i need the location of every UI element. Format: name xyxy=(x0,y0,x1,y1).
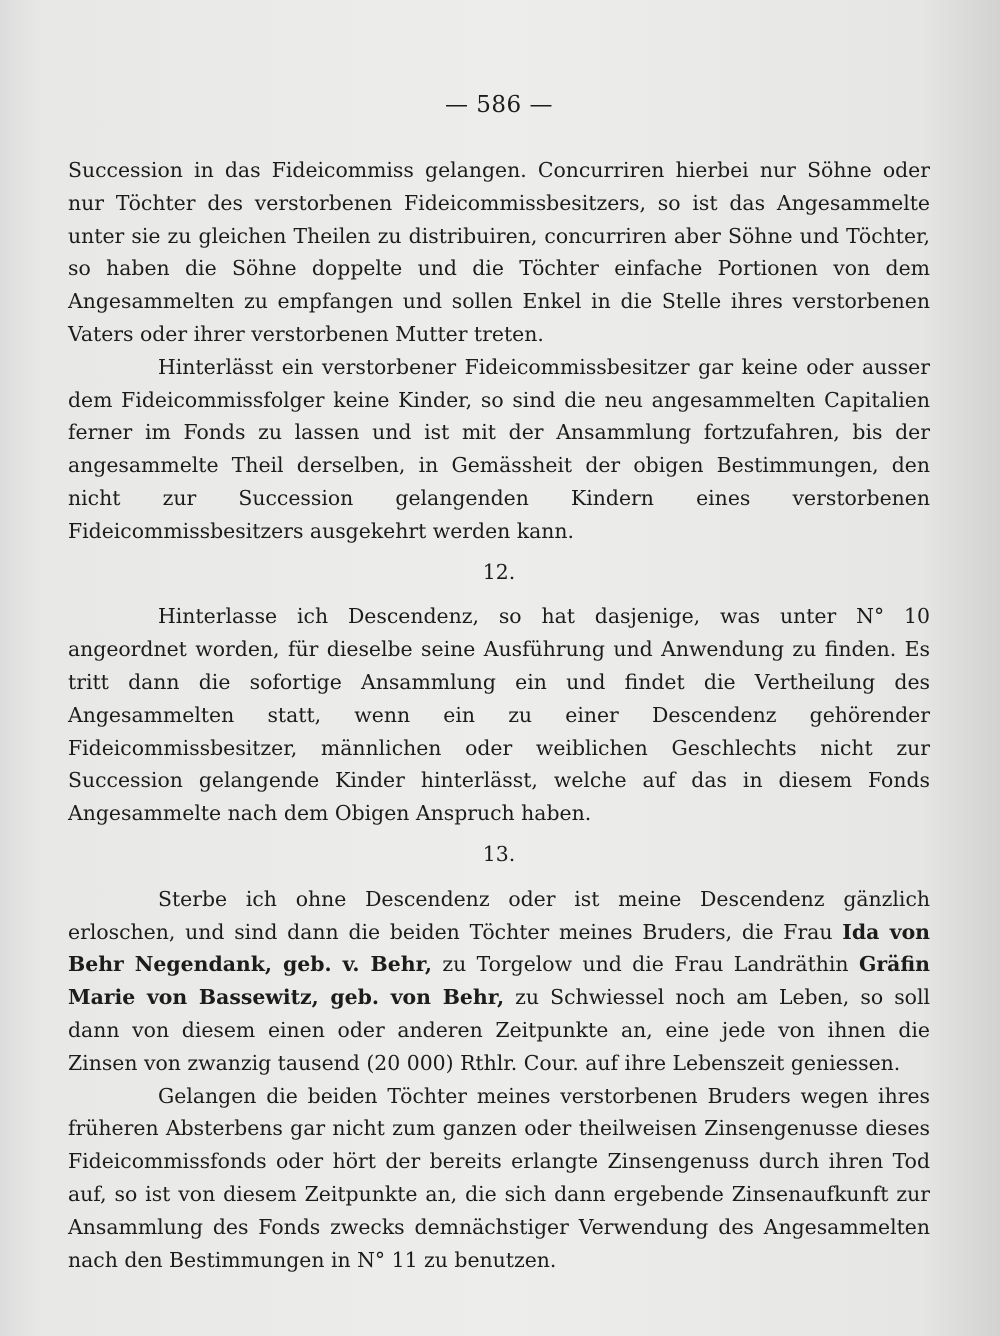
paragraph-sterbe-text-2: zu Torgelow und die Frau Landräthin xyxy=(431,952,859,977)
paragraph-sterbe-text-1: Sterbe ich ohne Descendenz oder ist meine Descendenz gänzlich erloschen, und sind dann die beiden Töchter meines Bruders, die Frau xyxy=(68,886,930,944)
paragraph-sterbe xyxy=(68,883,930,1080)
page-number: — 586 — xyxy=(444,92,554,118)
paragraph-sterbe-text-3: zu Schwiessel noch am Leben, so soll dann von diesem einen oder anderen Zeitpunkte an, eine jede von ihnen die Zinsen von zwanzig tausend (20 000) Rthlr. Cour. auf ihre Lebenszeit geniessen. xyxy=(68,985,930,1075)
paragraph-succession: Succession in das Fideicommiss gelangen. Concurriren hierbei nur Söhne oder nur Töchter des verstorbenen Fideicommissbesitzers, so ist das Angesammelte unter sie zu gleichen Theilen zu distribuiren, concurriren aber Söhne und Töchter, so haben die Söhne doppelte und die Töchter einfache Portionen von dem Angesammelten zu empfangen und sollen Enkel in die Stelle ihres verstorbenen Vaters oder ihrer verstorbenen Mutter treten. xyxy=(68,158,930,346)
paragraph-hinterlaesst: Hinterlässt ein verstorbener Fideicommissbesitzer gar keine oder ausser dem Fideicommissfolger keine Kinder, so sind die neu angesammelten Capitalien ferner im Fonds zu lassen und ist mit der Ansammlung fortzufahren, bis der angesammelte Theil derselben, in Gemässheit der obigen Bestimmungen, den nicht zur Succession gelangenden Kindern eines verstorbenen Fideicommissbesitzers ausgekehrt werden kann. xyxy=(68,354,930,543)
bold-name-marie-von-bassewitz: Gräfin Marie von Bassewitz, geb. von Behr, xyxy=(68,952,930,1010)
paragraph-descendenz: Hinterlasse ich Descendenz, so hat dasjenige, was unter N° 10 angeordnet worden, für dieselbe seine Ausführung und Anwendung zu finden. Es tritt dann die sofortige Ansammlung ein und findet die Vertheilung des Angesammelten statt, wenn ein zu einer Descendenz gehörender Fideicommissbesitzer, männlichen oder weiblichen Geschlechts nicht zur Succession gelangende Kinder hinterlässt, welche auf das in diesem Fonds Angesammelte nach dem Obigen Anspruch haben. xyxy=(68,604,930,826)
bold-name-ida-von-behr: Ida von Behr Negendank, geb. v. Behr, xyxy=(68,919,930,977)
section-number-13: 13. xyxy=(482,841,516,866)
paragraph-gelangen: Gelangen die beiden Töchter meines verstorbenen Bruders wegen ihres früheren Absterbens gar nicht zum ganzen oder theilweisen Zinsengenusse dieses Fideicommissfonds oder hört der bereits erlangte Zinsengenuss durch ihren Tod auf, so ist von diesem Zeitpunkte an, die sich dann ergebende Zinsenaufkunft zur Ansammlung des Fonds zwecks demnächstiger Verwendung des Angesammelten nach den Bestimmungen in N° 11 zu benutzen. xyxy=(68,1083,930,1272)
section-number-12: 12. xyxy=(482,559,516,584)
